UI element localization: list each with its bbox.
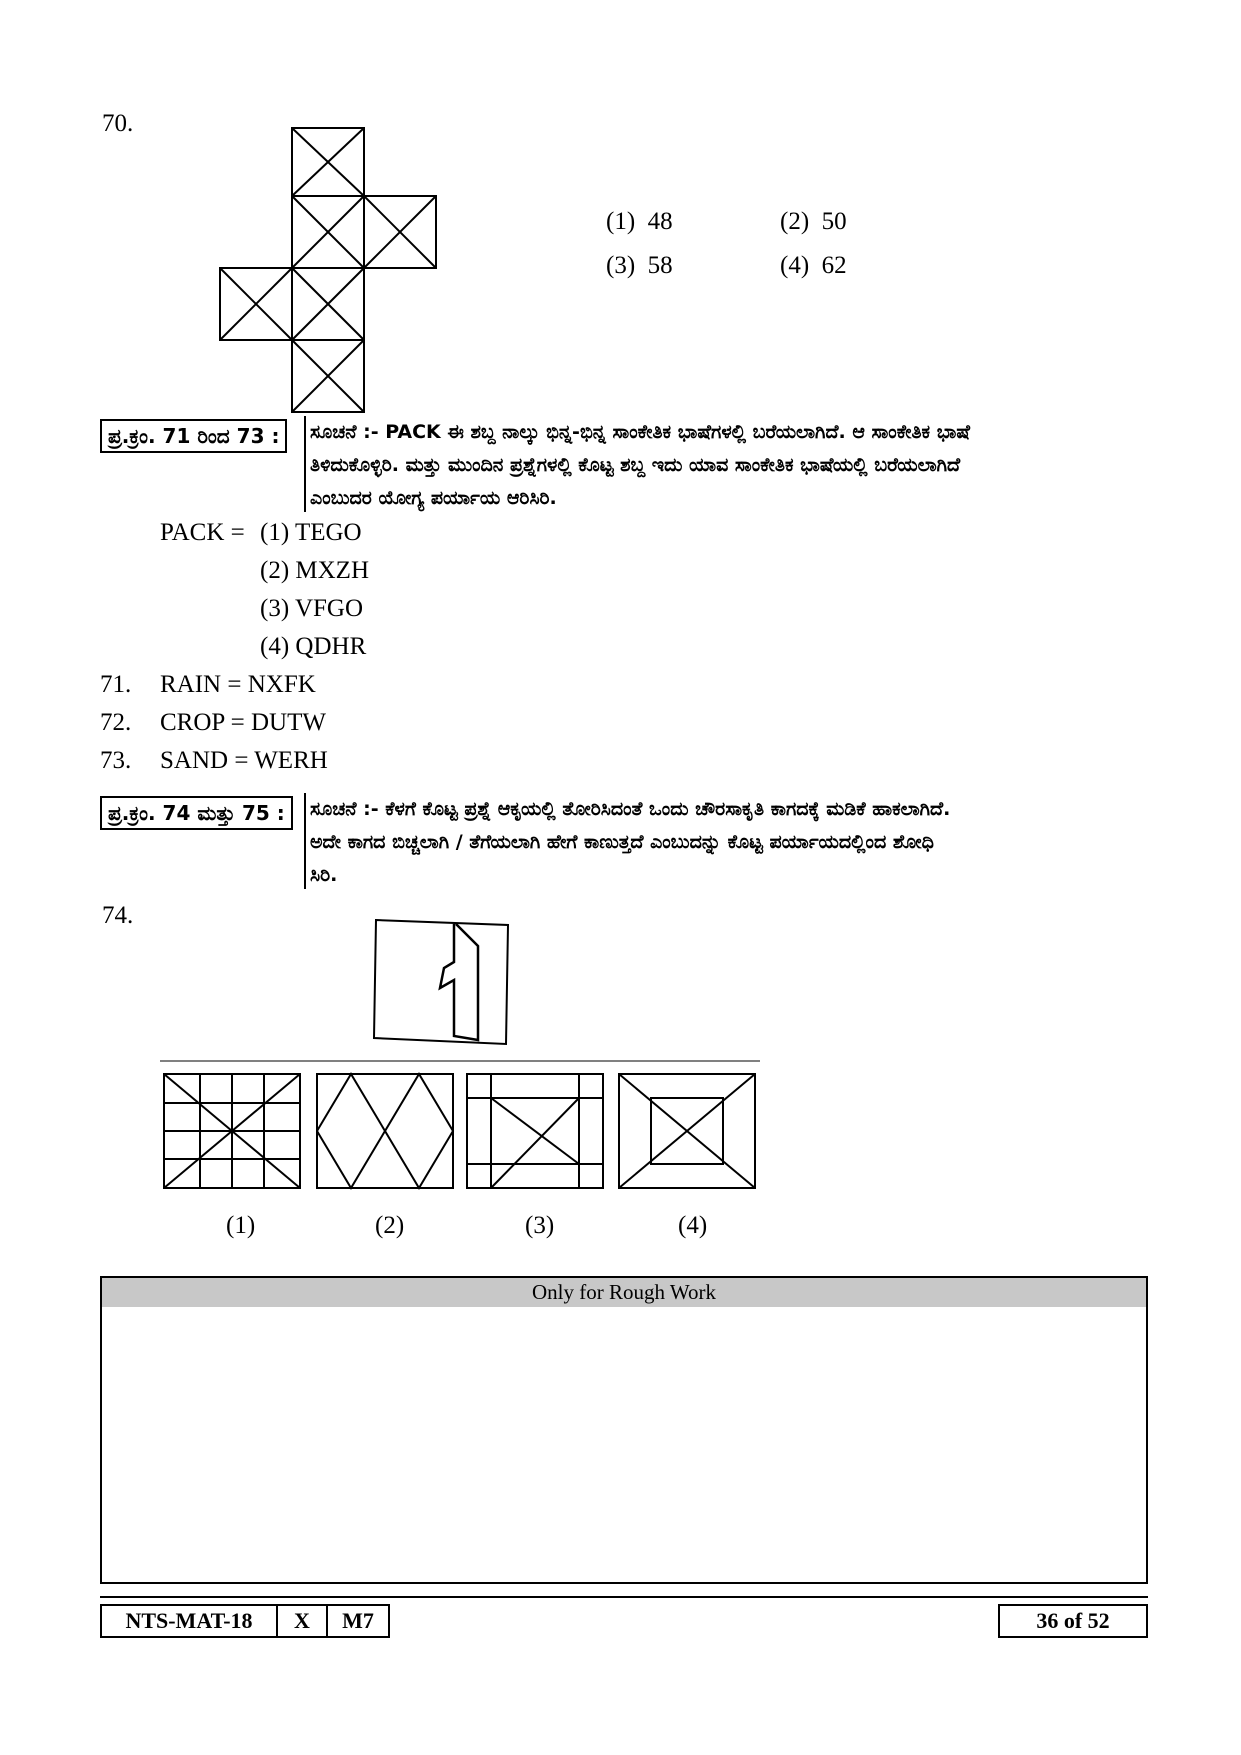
instruction-line: ಅದೇ ಕಾಗದ ಬಿಚ್ಚಲಾಗಿ / ತೆಗೆಯಲಾಗಿ ಹೇಗೆ ಕಾಣುತ್ತದೆ ಎಂಬುದನ್ನು ಕೊಟ್ಟ ಪರ್ಯಾಯದಲ್ಲಿಂದ ಶೋಧಿ <box>310 831 934 853</box>
option-2[interactable] <box>780 208 847 236</box>
question-text: SAND = WERH <box>160 747 328 774</box>
footer-page: 36 of 52 <box>998 1604 1148 1638</box>
section-74-75-instruction <box>304 793 1160 889</box>
section-71-73-label: ಪ್ರ.ಕ್ರಂ. 71 ರಿಂದ 73 : <box>100 419 287 453</box>
option-value: 48 <box>647 208 673 235</box>
folded-paper-figure <box>370 916 520 1066</box>
answer-figure-4[interactable] <box>615 1070 760 1192</box>
pack-prefix: PACK = <box>160 519 245 546</box>
question-71 <box>100 666 316 704</box>
question-text: RAIN = NXFK <box>160 671 316 698</box>
question-number: 72. <box>100 709 132 736</box>
answer-figure-1[interactable] <box>160 1070 305 1192</box>
instruction-line: ತಿಳಿದುಕೊಳ್ಳಿರಿ. ಮತ್ತು ಮುಂದಿನ ಪ್ರಶ್ನೆಗಳಲ್ಲಿ ಕೊಟ್ಟ ಶಬ್ದ ಇದು ಯಾವ ಸಾಂಕೇತಿಕ ಭಾಷೆಯಲ್ಲಿ ಬರೆಯಲಾಗಿದೆ <box>310 454 961 476</box>
instruction-line: ಎಂಬುದರ ಯೋಗ್ಯ ಪರ್ಯಾಯ ಆರಿಸಿರಿ. <box>310 487 557 509</box>
rough-work-box[interactable] <box>100 1276 1148 1584</box>
question-72 <box>100 704 326 742</box>
answer-label-1: (1) <box>226 1212 256 1239</box>
section-71-73-instruction <box>304 416 1160 512</box>
option-3[interactable] <box>606 252 673 280</box>
section-74-75-label: ಪ್ರ.ಕ್ರಂ. 74 ಮತ್ತು 75 : <box>100 796 293 830</box>
footer-rule <box>100 1596 1148 1598</box>
footer-class: X <box>276 1604 328 1638</box>
option-label: (3) <box>606 252 636 279</box>
answer-label-4: (4) <box>678 1212 708 1239</box>
option-value: 62 <box>821 252 847 279</box>
instruction-line: ಸೂಚನೆ :- ಕೆಳಗೆ ಕೊಟ್ಟ ಪ್ರಶ್ನೆ ಆಕೃಯಲ್ಲಿ ತೋರಿಸಿದಂತೆ ಒಂದು ಚೌರಸಾಕೃತಿ ಕಾಗದಕ್ಕೆ ಮಡಿಕೆ ಹಾಕಲಾಗಿದೆ. <box>310 798 951 820</box>
option-value: 58 <box>647 252 673 279</box>
question-number: 73. <box>100 747 132 774</box>
answer-figure-2[interactable] <box>313 1070 458 1192</box>
question-number-70: 70. <box>102 110 134 137</box>
footer-medium: M7 <box>326 1604 390 1638</box>
divider-line <box>160 1060 760 1062</box>
rough-work-title: Only for Rough Work <box>102 1278 1146 1307</box>
option-label: (2) <box>780 208 810 235</box>
code-option-1: (1) TEGO <box>260 519 362 546</box>
question-text: CROP = DUTW <box>160 709 326 736</box>
cube-net-figure <box>212 120 442 418</box>
question-number-74: 74. <box>102 902 134 929</box>
code-option-2: (2) MXZH <box>260 557 370 584</box>
answer-label-3: (3) <box>525 1212 555 1239</box>
option-1[interactable] <box>606 208 673 236</box>
instruction-line: ಸಿರಿ. <box>310 864 338 886</box>
option-value: 50 <box>821 208 847 235</box>
code-option-4: (4) QDHR <box>260 633 367 660</box>
answer-label-2: (2) <box>375 1212 405 1239</box>
question-number: 71. <box>100 671 132 698</box>
option-label: (1) <box>606 208 636 235</box>
option-4[interactable] <box>780 252 847 280</box>
option-label: (4) <box>780 252 810 279</box>
footer-code: NTS-MAT-18 <box>100 1604 278 1638</box>
instruction-line: ಸೂಚನೆ :- PACK ಈ ಶಬ್ದ ನಾಲ್ಕು ಭಿನ್ನ-ಭಿನ್ನ ಸಾಂಕೇತಿಕ ಭಾಷೆಗಳಲ್ಲಿ ಬರೆಯಲಾಗಿದೆ. ಆ ಸಾಂಕೇತಿಕ ಭಾಷೆ <box>310 421 971 443</box>
code-option-3: (3) VFGO <box>260 595 364 622</box>
answer-figure-3[interactable] <box>463 1070 608 1192</box>
question-73 <box>100 742 328 780</box>
